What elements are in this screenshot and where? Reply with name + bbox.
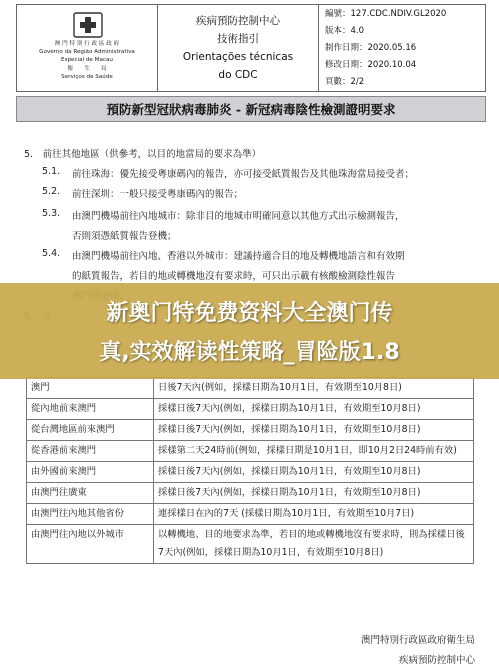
test-validity-table [26,377,474,564]
table-row [27,378,474,399]
item-number: 5.3. [42,208,61,219]
document-title-block [158,5,319,91]
table-cell-route: 從台灣地區前來澳門 [27,420,154,441]
item-number: 5.4. [42,248,61,259]
table-cell-validity: 以轉機地、目的地要求為準，若目的地或轉機地沒有要求時，則為採樣日後7天內(例如，採樣日期為10月1日，有效期至10月8日) [154,525,474,564]
table-row [27,462,474,483]
doc-modified-date: 修改日期：2020.10.04 [325,59,417,70]
item-text: 由澳門機場前往內地、香港以外城市：建議持適合目的地及轉機地語言和有效期 [72,251,405,262]
table-cell-route: 由外國前來澳門 [27,462,154,483]
table-cell-validity: 採樣日後7天內(例如，採樣日期為10月1日，有效期至10月8日) [154,462,474,483]
table-cell-validity: 採樣日後7天內(例如，採樣日期為10月1日，有效期至10月8日) [154,483,474,504]
logo-line-3: Especial de Macau [61,57,113,63]
logo-line-1: 澳 門 特 別 行 政 區 政 府 [54,41,120,47]
table-row [27,441,474,462]
table-cell-route: 澳門 [27,378,154,399]
table-cell-route: 由澳門往內地其他省份 [27,504,154,525]
table-cell-validity: 採樣日後7天內(例如，採樣日期為10月1日，有效期至10月8日) [154,420,474,441]
table-row [27,399,474,420]
item-text: 由澳門機場前往內地城市：除非目的地城市明確同意以其他方式出示檢測報告， [72,211,405,222]
guideline-label: 技術指引 [217,33,259,45]
document-header [16,4,486,92]
cdc-name: 疾病預防控制中心 [196,15,280,27]
footer-department: 疾病預防控制中心 [398,655,475,666]
document-title-bar [16,96,486,122]
logo-line-2: Governo da Região Administrativa [39,49,135,55]
logo-line-5: Serviços de Saúde [61,74,113,80]
table-cell-route: 由澳門往廣東 [27,483,154,504]
doc-version: 版本：4.0 [325,25,365,36]
table-cell-validity: 採樣日後7天內(例如，採樣日期為10月1日，有效期至10月8日) [154,399,474,420]
table-row [27,420,474,441]
section-heading: 5. 前往其他地區（供參考，以目的地當局的要求為準） [24,149,262,160]
table-cell-route: 從香港前來澳門 [27,441,154,462]
table-cell-validity: 採樣第二天24時前(例如，採樣日期是10月1日，即10月2日24時前有效) [154,441,474,462]
table-cell-validity: 日後7天內(例如，採樣日期為10月1日，有效期至10月8日) [154,378,474,399]
item-text: 前往珠海：優先接受粵康碼內的報告，亦可接受紙質報告及其他珠海當局接受者； [72,169,415,180]
footer-issuer: 澳門特別行政區政府衛生局 [360,635,475,646]
doc-number: 編號：127.CDC.NDIV.GL2020 [325,8,447,19]
item-text: 前往深圳：一般只接受粵康碼內的報告； [72,189,244,200]
item-number: 5.2. [42,186,61,197]
item-number: 5.1. [42,166,61,177]
table-cell-route: 由澳門往內地以外城市 [27,525,154,564]
health-bureau-emblem [73,12,103,38]
guideline-label-pt: Orientações técnicas [182,51,294,63]
item-text: 的紙質報告，若目的地或轉機地沒有要求時，可只出示載有核酸檢測陰性報告 [72,271,396,282]
banner-headline-line-1: 新奥门特免费资料大全澳门传 [106,301,393,326]
item-text: 否則須憑紙質報告登機； [72,231,177,242]
document-meta-block [319,5,485,91]
table-row [27,483,474,504]
table-row [27,504,474,525]
table-cell-route: 從內地前來澳門 [27,399,154,420]
table-cell-validity: 連採樣日在內的7天 (採樣日期為10月1日，有效期至10月7日) [154,504,474,525]
doc-page-count: 頁數：2/2 [325,76,365,87]
table-row [27,525,474,564]
doc-created-date: 制作日期：2020.05.16 [325,42,417,53]
cdc-name-pt: do CDC [218,69,258,81]
logo-line-4: 衛 生 局 [67,66,107,72]
banner-headline-line-2: 真,实效解读性策略_冒险版1.8 [99,340,400,365]
document-title: 預防新型冠狀病毒肺炎 - 新冠病毒陰性檢測證明要求 [106,102,396,117]
government-logo-block [17,5,158,91]
